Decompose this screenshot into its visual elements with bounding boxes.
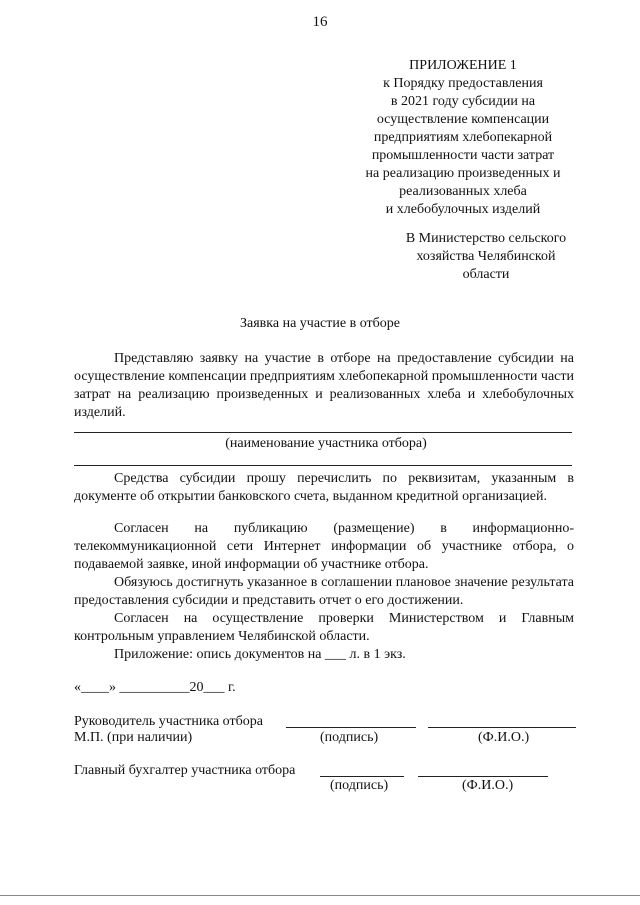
appendix-line: предприятиям хлебопекарной — [373, 130, 553, 145]
page-number: 16 — [312, 14, 328, 30]
appendix-text — [352, 75, 574, 219]
date-line: «____» __________20___ г. — [74, 680, 236, 695]
document-heading: Заявка на участие в отборе — [240, 316, 400, 331]
accountant-label: Главный бухгалтер участника отбора — [74, 763, 296, 778]
head-signature-line — [286, 727, 416, 728]
seal-label: М.П. (при наличии) — [74, 730, 193, 745]
appendix-line: и хлебобулочных изделий — [385, 202, 541, 217]
appendix-line: к Порядку предоставления — [383, 76, 543, 91]
paragraph-requisites: Средства субсидии прошу перечислить по реквизитам, указанным в документе об открытии банковского счета, выданном кредитной организацией. — [74, 471, 574, 504]
paragraph-attachment: Приложение: опись документов на ___ л. в 1 экз. — [114, 647, 406, 662]
head-label: Руководитель участника отбора — [74, 714, 263, 729]
addressee-line: области — [462, 267, 510, 282]
addressee-line: хозяйства Челябинской — [416, 249, 556, 264]
appendix-line: осуществление компенсации — [376, 112, 550, 127]
page-bottom-rule — [0, 895, 640, 896]
participant-caption: (наименование участника отбора) — [225, 436, 427, 451]
appendix-line: промышленности части затрат — [371, 148, 555, 163]
addressee-line: В Министерство сельского — [405, 231, 567, 246]
participant-name-line-2 — [74, 465, 572, 466]
head-name-caption: (Ф.И.О.) — [478, 730, 530, 745]
addressee-block — [390, 230, 582, 284]
accountant-signature-line — [320, 776, 404, 777]
intro-paragraph: Представляю заявку на участие в отборе на предоставление субсидии на осуществление компенсации предприятиям хлебопекарной промышленности части затрат на реализацию произведенных и реализованных хлеба и хлебобулочных изделий. — [74, 351, 574, 420]
head-name-line — [428, 727, 576, 728]
accountant-sign-caption: (подпись) — [330, 778, 389, 793]
accountant-name-caption: (Ф.И.О.) — [462, 778, 514, 793]
paragraph-obligation: Обязуюсь достигнуть указанное в соглашении плановое значение результата предоставления субсидии и представить отчет о его достижении. — [74, 575, 574, 608]
appendix-title: ПРИЛОЖЕНИЕ 1 — [409, 58, 517, 73]
appendix-line: реализованных хлеба — [399, 184, 527, 199]
head-sign-caption: (подпись) — [320, 730, 379, 745]
appendix-line: на реализацию произведенных и — [365, 166, 561, 181]
accountant-name-line — [418, 776, 548, 777]
participant-name-line — [74, 432, 572, 433]
paragraph-publication-consent: Согласен на публикацию (размещение) в информационно-телекоммуникационной сети Интернет информации об участнике отбора, о подаваемой заявке, иной информации об участнике отбора. — [74, 521, 574, 572]
appendix-line: в 2021 году субсидии на — [390, 94, 536, 109]
paragraph-inspection-consent: Согласен на осуществление проверки Министерством и Главным контрольным управлением Челябинской области. — [74, 611, 574, 644]
